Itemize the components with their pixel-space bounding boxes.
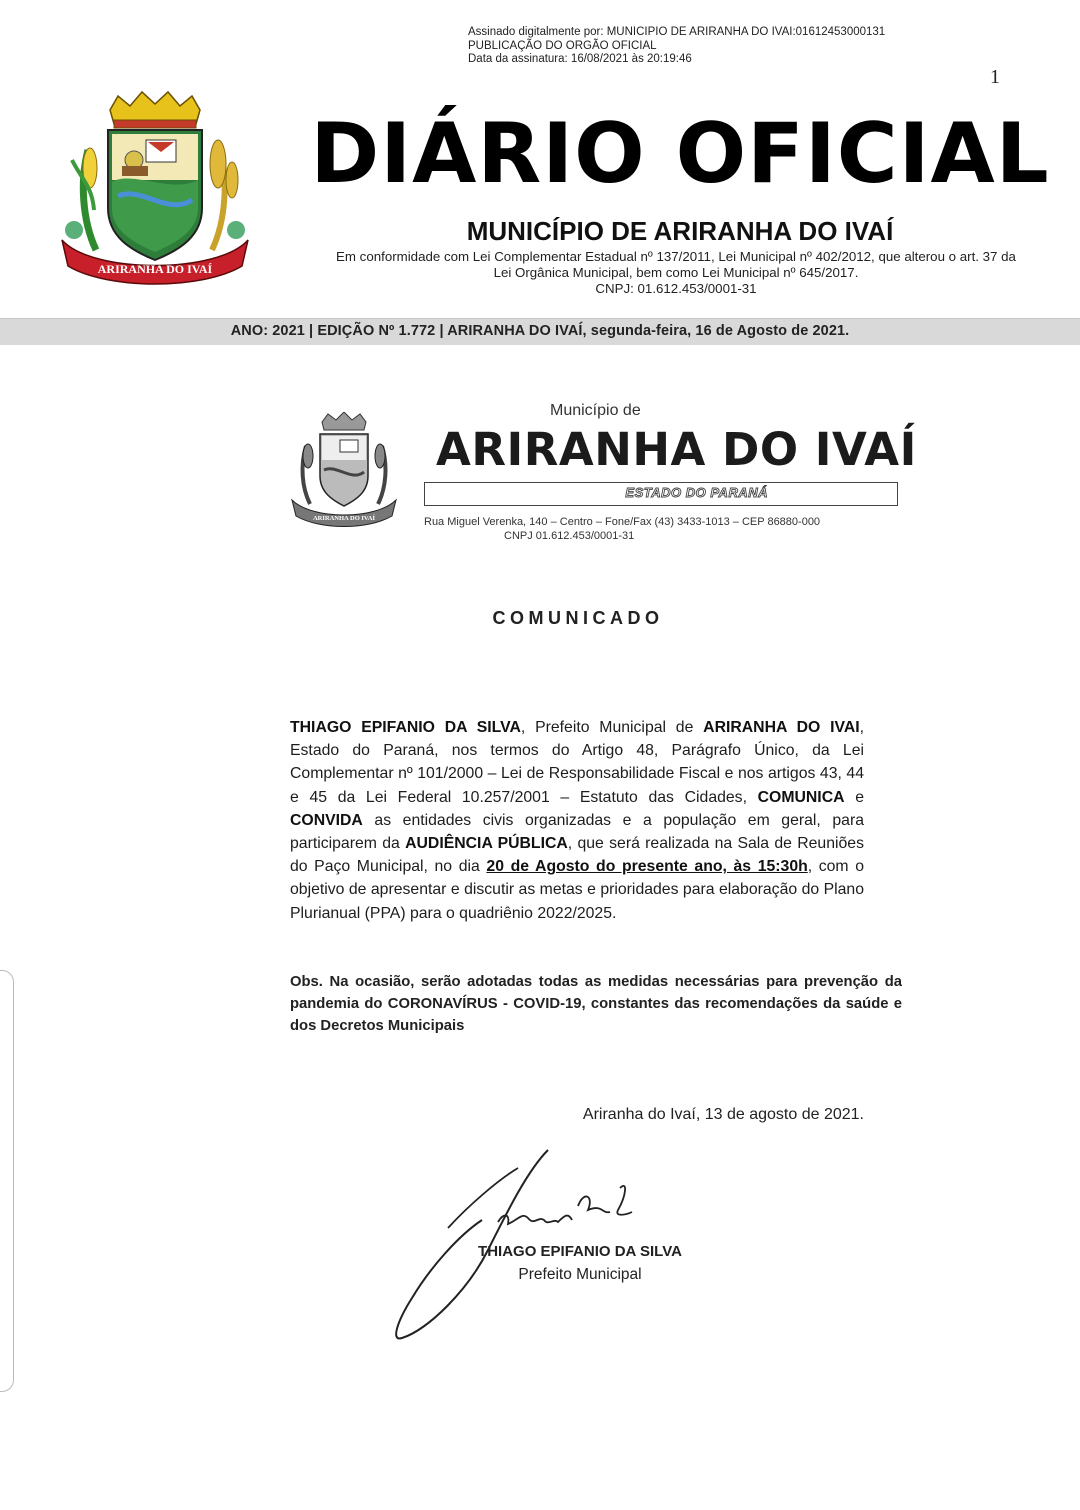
letterhead-state: ESTADO DO PARANÁ (625, 485, 768, 500)
municipality-name: MUNICÍPIO DE ARIRANHA DO IVAÍ (466, 216, 894, 246)
comunica-word: COMUNICA (757, 788, 845, 806)
page-number: 1 (990, 66, 1000, 88)
header-cnpj: CNPJ: 01.612.453/0001-31 (595, 281, 757, 296)
svg-text:ARIRANHA DO IVAÍ: ARIRANHA DO IVAÍ (97, 262, 213, 276)
page-title: DIÁRIO OFICIAL (310, 105, 1050, 202)
letterhead-address-block (424, 515, 904, 543)
svg-text:ARIRANHA DO IVAÍ: ARIRANHA DO IVAÍ (312, 515, 376, 522)
letterhead-prefix: Município de (550, 402, 641, 419)
page-edge-shadow (0, 970, 14, 1392)
letterhead-cnpj: CNPJ 01.612.453/0001-31 (504, 530, 635, 542)
digital-signature-info (468, 26, 885, 67)
place-and-date: Ariranha do Ivaí, 13 de agosto de 2021. (582, 1106, 864, 1123)
letterhead-crest-icon (288, 412, 400, 530)
signatory-role: Prefeito Municipal (518, 1266, 642, 1283)
signatory-name: THIAGO EPIFANIO DA SILVA (478, 1243, 682, 1260)
notice-heading: COMUNICADO (492, 608, 664, 628)
legal-basis (298, 249, 1054, 297)
legal-line-2: Lei Orgânica Municipal, bem como Lei Municipal nº 645/2017. (493, 265, 859, 280)
letterhead-name: ARIRANHA DO IVAÍ (436, 423, 917, 476)
covid-observation: Obs. Na ocasião, serão adotadas todas as medidas necessárias para prevenção da pandemia do CORONAVÍRUS - COVID-19, constantes das recomendações da saúde e dos Decretos Municipais (290, 974, 902, 1034)
signature-line-signer: Assinado digitalmente por: MUNICIPIO DE ARIRANHA DO IVAI:01612453000131 (468, 26, 886, 38)
edition-info: ANO: 2021 | EDIÇÃO Nº 1.772 | ARIRANHA DO IVAÍ, segunda-feira, 16 de Agosto de 2021. (230, 323, 850, 339)
legal-line-1: Em conformidade com Lei Complementar Estadual nº 137/2011, Lei Municipal nº 402/2012, que alterou o art. 37 da (336, 249, 1016, 264)
city-name: ARIRANHA DO IVAI (703, 719, 860, 736)
notice-paragraph: THIAGO EPIFANIO DA SILVA, Prefeito Municipal de ARIRANHA DO IVAI, Estado do Paraná, nos termos do Artigo 48, Parágrafo Único, da Lei Complementar nº 101/2000 – Lei de Responsabilidade Fiscal e nos artigos 43, 44 e 45 da Lei Federal 10.257/2001 – Estatuto das Cidades, COMUNICA e CONVIDA as entidades civis organizadas e a população em geral, para participarem da AUDIÊNCIA PÚBLICA, que será realizada na Sala de Reuniões do Paço Municipal, no dia 20 de Agosto do presente ano, às 15:30h, com o objetivo de apresentar e discutir as metas e prioridades para elaboração do Plano Plurianual (PPA) para o quadriênio 2022/2025. (290, 719, 865, 922)
municipal-crest-icon (52, 90, 258, 290)
letterhead-address: Rua Miguel Verenka, 140 – Centro – Fone/Fax (43) 3433-1013 – CEP 86880-000 (424, 516, 821, 528)
hearing-date: 20 de Agosto do presente ano, às 15:30h (486, 858, 808, 876)
mayor-name: THIAGO EPIFANIO DA SILVA (290, 719, 521, 736)
audiencia-publica: AUDIÊNCIA PÚBLICA (405, 835, 568, 853)
convida-word: CONVIDA (290, 811, 363, 829)
signature-line-publication: PUBLICAÇÃO DO ORGÃO OFICIAL (468, 39, 657, 52)
signature-line-date: Data da assinatura: 16/08/2021 às 20:19:46 (468, 53, 692, 65)
